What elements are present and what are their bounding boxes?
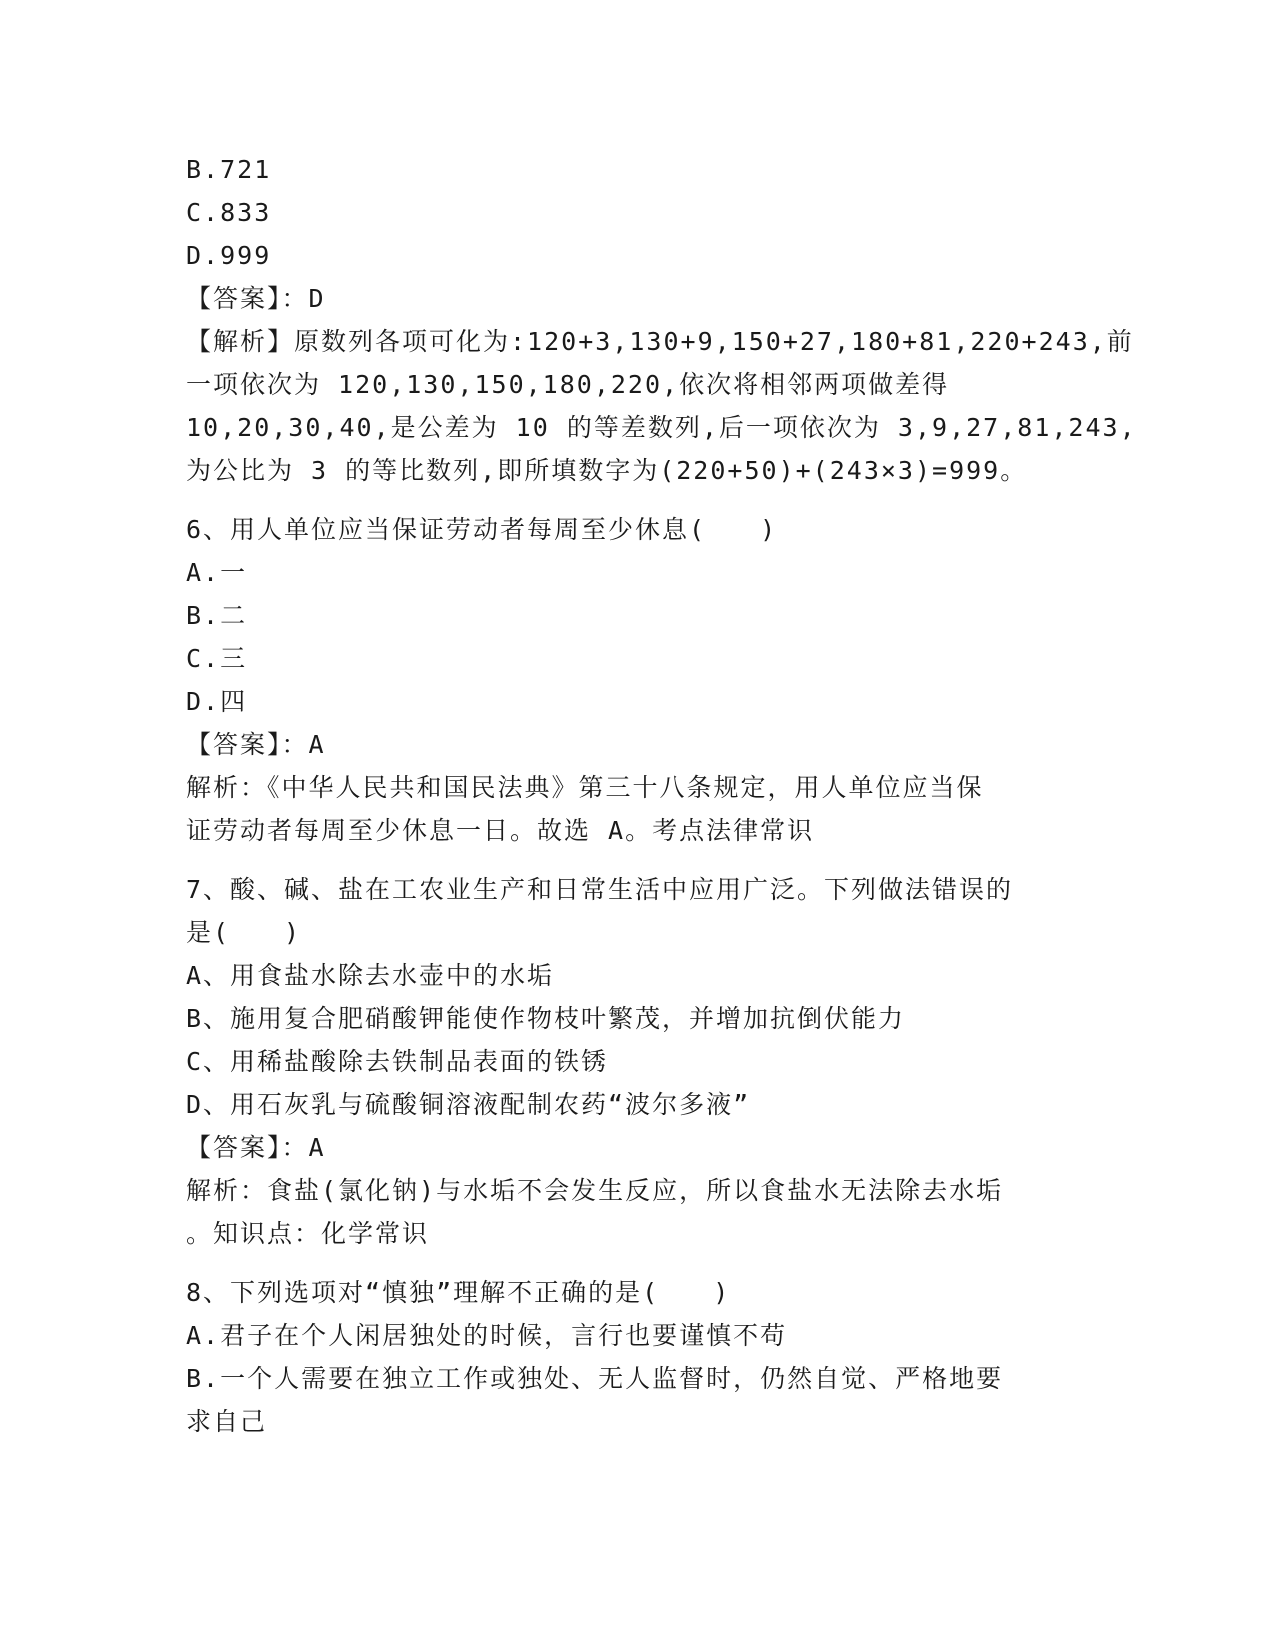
document-page [186,148,1137,1443]
analysis-line: 解析：食盐(氯化钠)与水垢不会发生反应，所以食盐水无法除去水垢 [186,1176,1004,1205]
option-c: C、用稀盐酸除去铁制品表面的铁锈 [186,1047,609,1076]
option-b: B.一个人需要在独立工作或独处、无人监督时，仍然自觉、严格地要 [186,1364,1004,1393]
option-c: C.833 [186,198,272,227]
option-b: B.二 [186,601,248,630]
analysis-line: 一项依次为 120,130,150,180,220,依次将相邻两项做差得 [186,370,950,399]
option-c: C.三 [186,644,248,673]
question-5-tail [186,148,1137,492]
analysis-line: 证劳动者每周至少休息一日。故选 A。考点法律常识 [186,816,815,845]
analysis-line: 为公比为 3 的等比数列,即所填数字为(220+50)+(243×3)=999。 [186,456,1028,485]
analysis-line: 10,20,30,40,是公差为 10 的等差数列,后一项依次为 3,9,27,81,243, [186,413,1137,442]
option-a: A.一 [186,558,248,587]
question-7 [186,868,1086,1255]
analysis-line: 解析：《中华人民共和国民法典》第三十八条规定，用人单位应当保 [186,773,984,802]
option-b: B、施用复合肥硝酸钾能使作物枝叶繁茂，并增加抗倒伏能力 [186,1004,906,1033]
question-text: 7、酸、碱、盐在工农业生产和日常生活中应用广泛。下列做法错误的 [186,875,1014,904]
option-a: A、用食盐水除去水壶中的水垢 [186,961,555,990]
option-d: D.四 [186,687,248,716]
option-b: B.721 [186,155,272,184]
answer-line: 【答案】：A [186,730,326,759]
analysis-line: 。知识点：化学常识 [186,1219,430,1248]
analysis-line: 【解析】原数列各项可化为:120+3,130+9,150+27,180+81,220+243,前 [186,327,1134,356]
answer-line: 【答案】：A [186,1133,326,1162]
question-8 [186,1271,1086,1443]
question-6 [186,508,1086,852]
question-text: 8、下列选项对“慎独”理解不正确的是( ) [186,1278,731,1307]
answer-line: 【答案】：D [186,284,326,313]
option-a: A.君子在个人闲居独处的时候，言行也要谨慎不苟 [186,1321,788,1350]
question-text: 是( ) [186,918,302,947]
option-d: D.999 [186,241,272,270]
question-text: 6、用人单位应当保证劳动者每周至少休息( ) [186,515,778,544]
option-d: D、用石灰乳与硫酸铜溶液配制农药“波尔多液” [186,1090,751,1119]
option-b: 求自己 [186,1407,268,1436]
